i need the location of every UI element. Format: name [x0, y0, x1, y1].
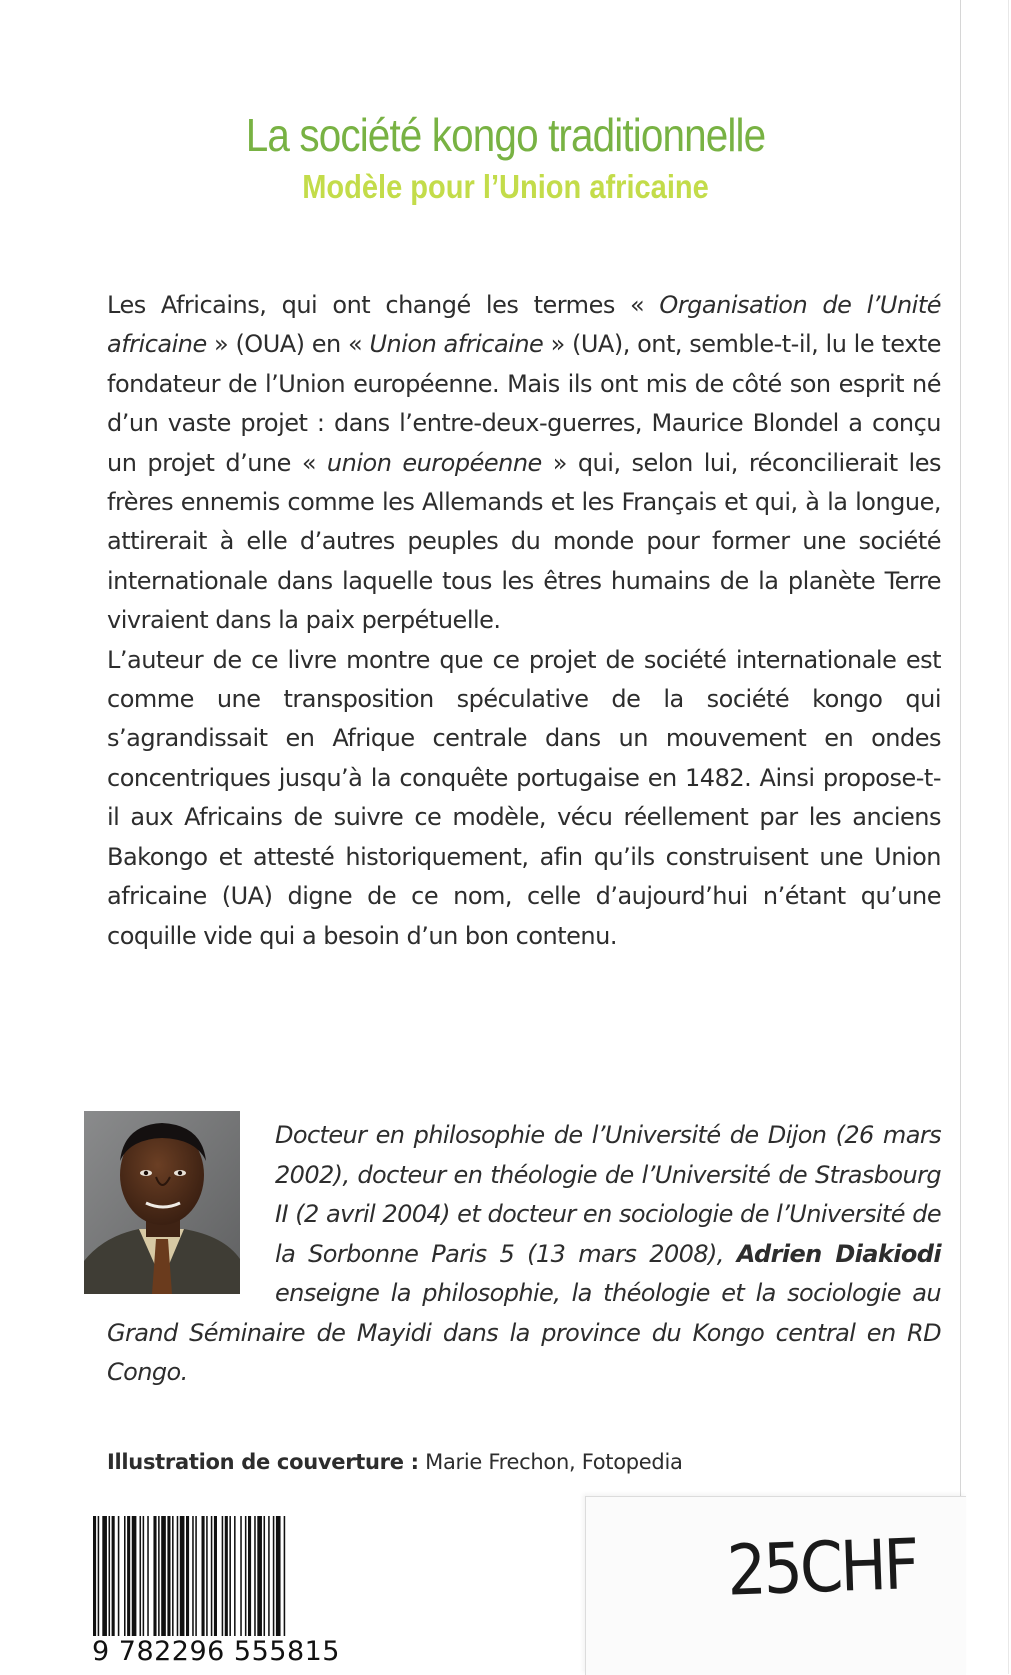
barcode-bar: [225, 1516, 228, 1636]
barcode-bar: [195, 1516, 197, 1636]
barcode-bar: [245, 1516, 247, 1636]
summary-text: [107, 286, 941, 956]
barcode-bar: [222, 1516, 224, 1636]
summary-p1-ue-term: union européenne: [326, 448, 542, 477]
summary-p1-text-g: » qui, selon lui, réconcilierait les frères ennemis comme les Allemands et les Français et qui, à la longue, attirerait à elle d’autres peuples du monde pour former une société internationale dans laquelle tous les êtres humains de la planète Terre vivraient dans la paix perpétuelle.: [107, 448, 941, 635]
credit-label: Illustration de couverture :: [107, 1450, 419, 1474]
barcode-bar: [264, 1516, 266, 1636]
barcode-bar: [132, 1516, 137, 1636]
summary-p1-ua-term: Union africaine: [369, 330, 544, 359]
page-edge-line: [960, 0, 961, 1674]
author-bio: [107, 1116, 941, 1393]
barcode-bar: [158, 1516, 160, 1636]
barcode-bar: [180, 1516, 185, 1636]
barcode-bar: [177, 1516, 179, 1636]
barcode-bar: [93, 1516, 96, 1636]
barcode-bar: [124, 1516, 126, 1636]
page-edge-line-outer: [1008, 0, 1009, 1674]
barcode-bar: [257, 1516, 262, 1636]
barcode-bar: [172, 1516, 174, 1636]
summary-p1-text-a: Les Africains, qui ont changé les termes «: [107, 291, 660, 319]
barcode-bar: [211, 1516, 213, 1636]
barcode-bar: [186, 1516, 189, 1636]
barcode-bar: [248, 1516, 251, 1636]
barcode-bar: [102, 1516, 107, 1636]
author-bio-after: enseigne la philosophie, la théologie et la sociologie au Grand Séminaire de Mayidi dans la province du Kongo central en RD Congo.: [107, 1279, 941, 1386]
barcode-bar: [109, 1516, 111, 1636]
barcode-bar: [147, 1516, 149, 1636]
barcode-bar: [206, 1516, 208, 1636]
photo-wrap-space: [107, 1116, 275, 1306]
handwritten-price: 25CHF: [725, 1523, 918, 1612]
barcode-bar: [240, 1516, 242, 1636]
barcode-bar: [273, 1516, 275, 1636]
author-name: Adrien Diakiodi: [736, 1239, 941, 1268]
barcode-bar: [284, 1516, 286, 1636]
summary-paragraph-2: L’auteur de ce livre montre que ce projet de société internationale est comme une transposition spéculative de la société kongo qui s’agrandissait en Afrique centrale dans un mouvement en ondes concentriques jusqu’à la conquête portugaise en 1482. Ainsi propose-t-il aux Africains de suivre ce modèle, vécu réellement par les anciens Bakongo et attesté historiquement, afin qu’ils construisent une Union africaine (UA) digne de ce nom, celle d’aujourd’hui n’étant qu’une coquille vide qui a besoin d’un bon contenu.: [107, 645, 941, 950]
barcode-bar: [167, 1516, 170, 1636]
cover-credit: [107, 1450, 683, 1474]
barcode-bar: [229, 1516, 231, 1636]
barcode-bar: [214, 1516, 217, 1636]
barcode-bar: [268, 1516, 270, 1636]
summary-p1-oua-term: Organisation de l’Unité africaine: [107, 291, 942, 359]
isbn-barcode: [91, 1516, 340, 1636]
barcode-bar: [254, 1516, 256, 1636]
barcode-bar: [143, 1516, 145, 1636]
barcode-bar: [192, 1516, 194, 1636]
summary-paragraph-1: [107, 286, 941, 641]
barcode-bar: [112, 1516, 115, 1636]
barcode-bar: [127, 1516, 130, 1636]
barcode-bar: [161, 1516, 166, 1636]
barcode-bar: [140, 1516, 142, 1636]
book-subtitle: Modèle pour l’Union africaine: [302, 168, 709, 205]
barcode-bar: [202, 1516, 205, 1636]
barcode-bar: [98, 1516, 100, 1636]
barcode-bar: [234, 1516, 236, 1636]
book-title: La société kongo traditionnelle: [245, 109, 766, 161]
author-bio-before: Docteur en philosophie de l’Université de Dijon (26 mars 2002), docteur en théologie de l’Université de Strasbourg II (2 avril 2004) et docteur en sociologie de l’Université de la Sorbonne Paris 5 (13 mars 2008),: [275, 1121, 941, 1268]
summary-p1-text-c: » (OUA) en «: [206, 330, 370, 359]
barcode-bar: [118, 1516, 120, 1636]
barcode-bar: [276, 1516, 281, 1636]
summary-p1-text-e: » (UA), ont, semble-t-il, lu le texte fondateur de l’Union européenne. Mais ils ont mis de côté son esprit né d’un vaste projet : dans l’entre-deux-guerres, Maurice Blondel a conçu un projet d’une «: [107, 330, 941, 477]
isbn-number: 9 782296 555815: [92, 1636, 340, 1667]
credit-value: Marie Frechon, Fotopedia: [425, 1450, 683, 1474]
barcode-bar: [153, 1516, 156, 1636]
